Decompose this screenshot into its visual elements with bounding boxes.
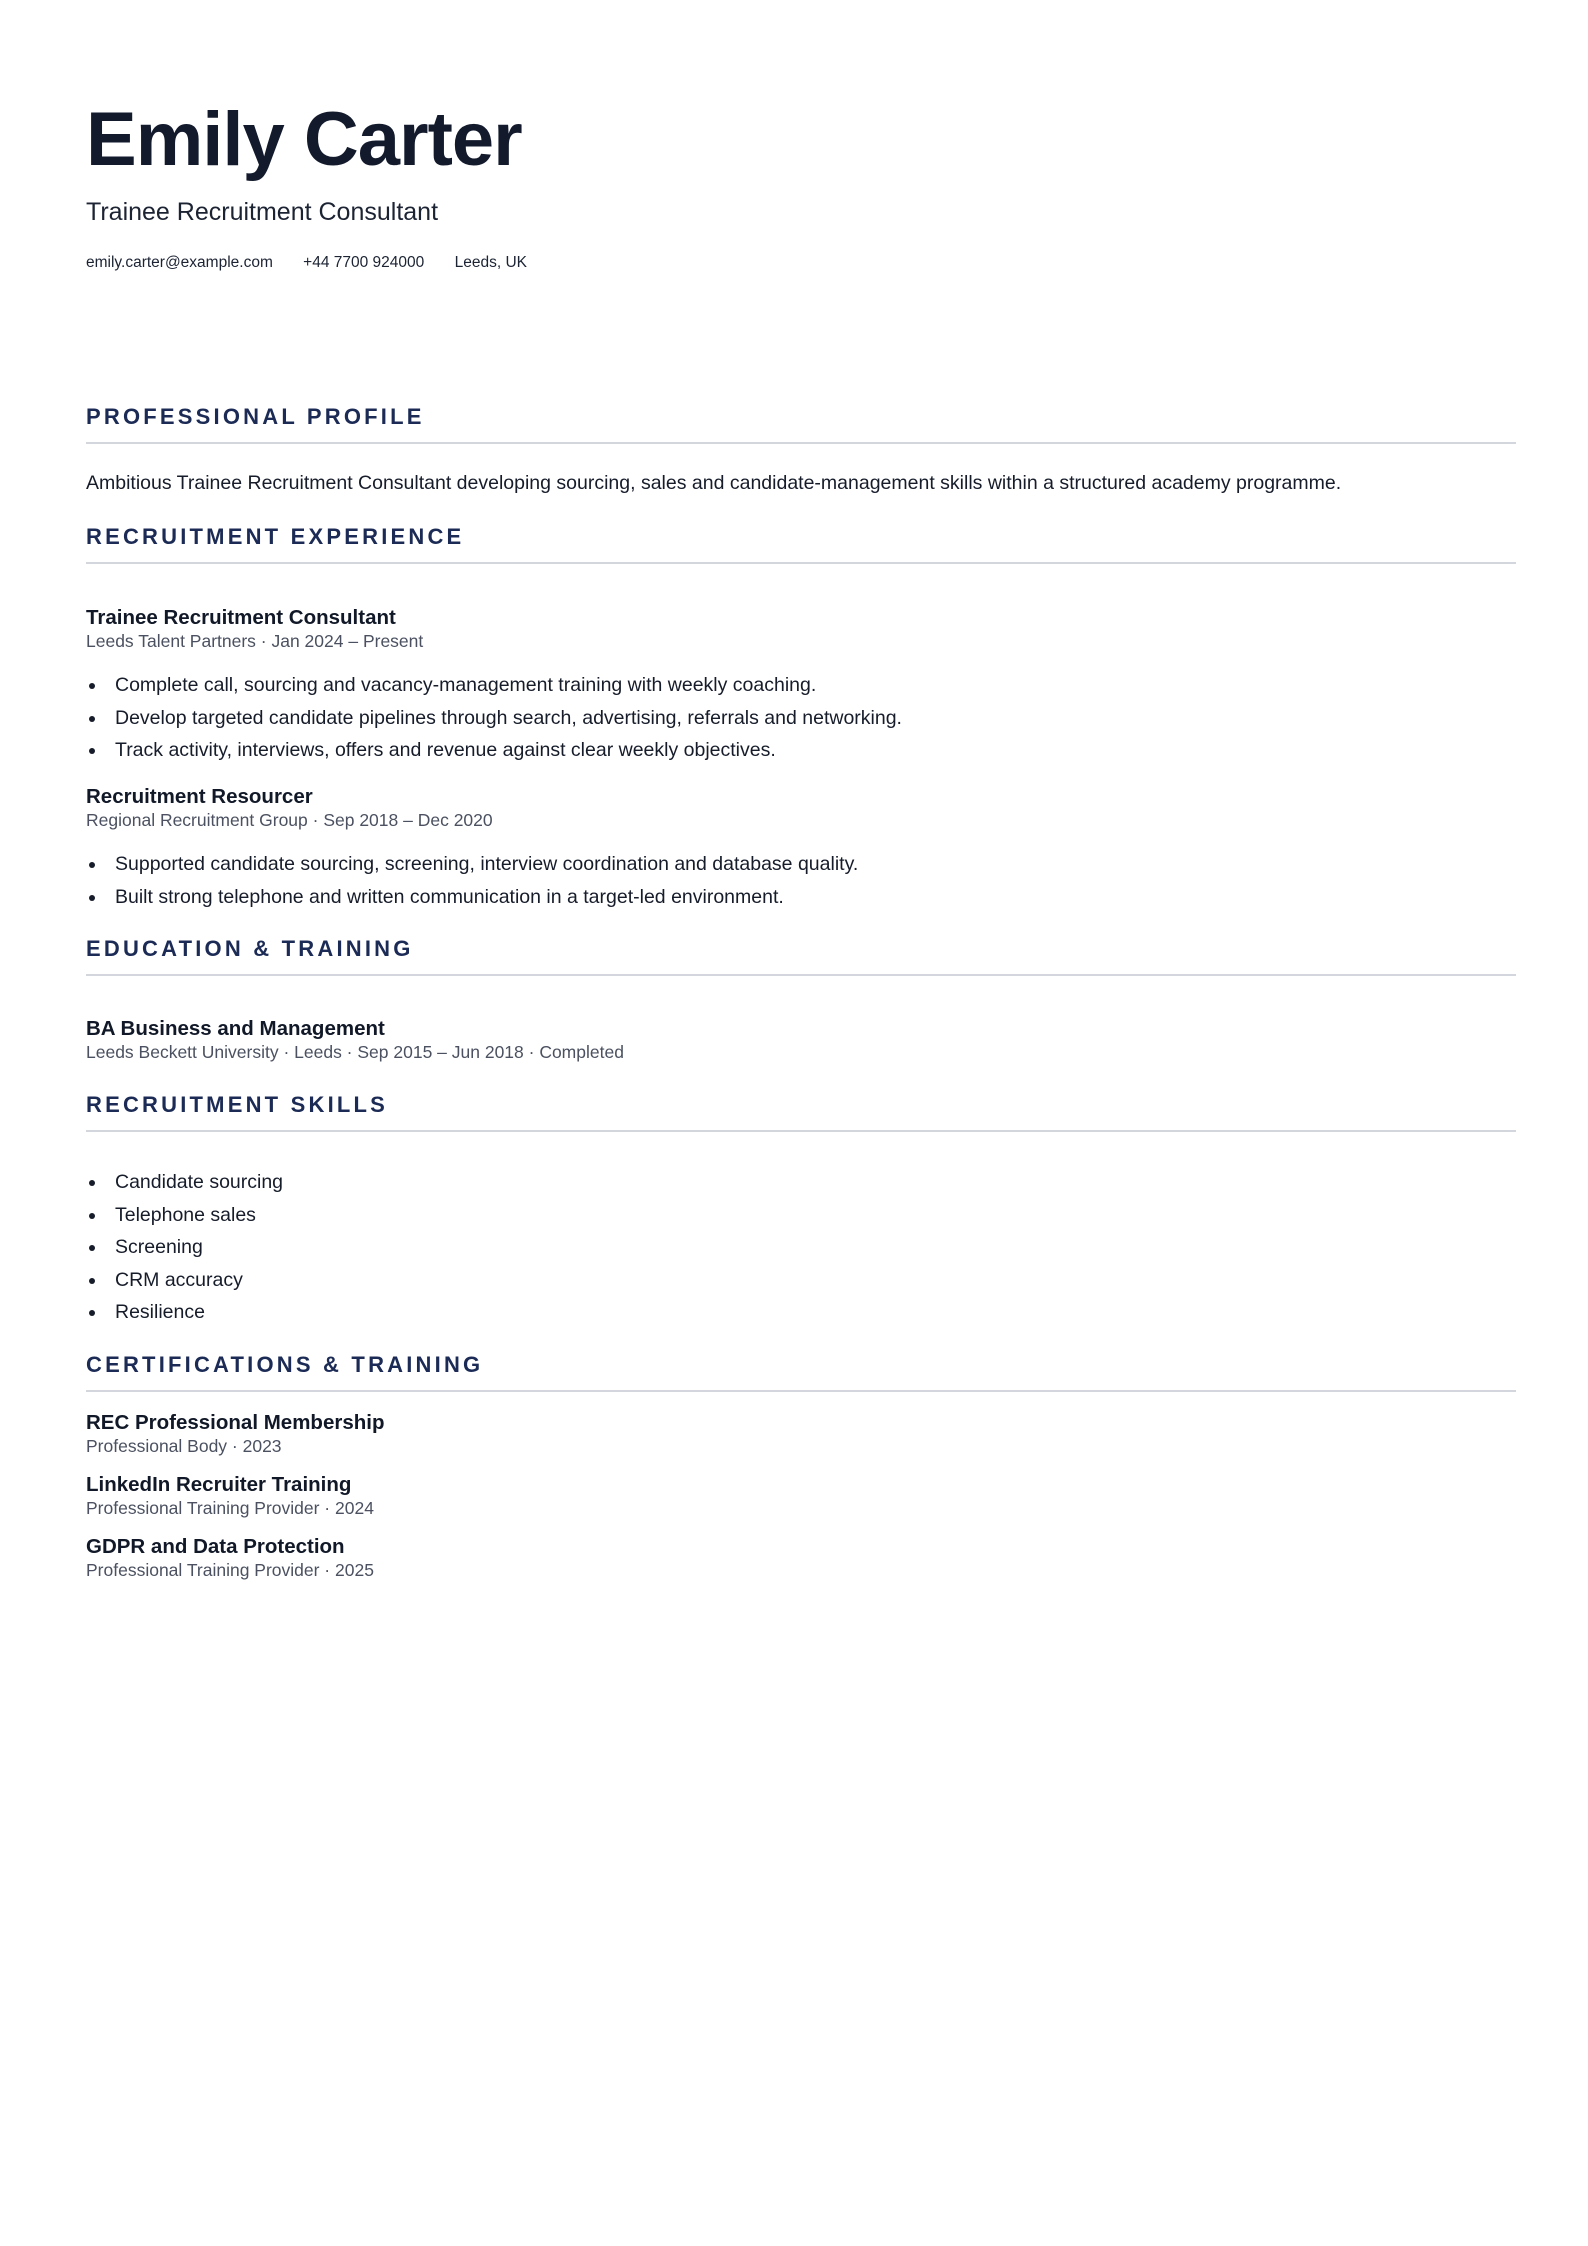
- contact-line: [86, 254, 553, 272]
- skill-item: Resilience: [115, 1296, 283, 1329]
- candidate-name: Emily Carter: [86, 97, 522, 182]
- skills-list: [86, 1166, 283, 1329]
- certification-meta: Professional Body · 2023: [86, 1436, 282, 1456]
- job-bullet: Complete call, sourcing and vacancy-management training with weekly coaching.: [115, 669, 902, 702]
- skill-item: Candidate sourcing: [115, 1166, 283, 1199]
- job-role: Recruitment Resourcer: [86, 785, 313, 808]
- skill-item: Screening: [115, 1231, 283, 1264]
- profile-text: Ambitious Trainee Recruitment Consultant developing sourcing, sales and candidate-management skills within a structured academy programme.: [86, 472, 1342, 494]
- education-meta: Leeds Beckett University · Leeds · Sep 2015 – Jun 2018 · Completed: [86, 1042, 624, 1062]
- job-bullets: [86, 669, 902, 767]
- job-meta: Leeds Talent Partners · Jan 2024 – Present: [86, 631, 424, 651]
- job-meta: Regional Recruitment Group · Sep 2018 – Dec 2020: [86, 810, 493, 830]
- contact-location: Leeds, UK: [454, 254, 527, 271]
- certification-meta: Professional Training Provider · 2025: [86, 1560, 374, 1580]
- contact-email: emily.carter@example.com: [86, 254, 273, 271]
- certification-name: LinkedIn Recruiter Training: [86, 1473, 352, 1496]
- skills-heading: RECRUITMENT SKILLS: [86, 1092, 1516, 1132]
- profile-heading: PROFESSIONAL PROFILE: [86, 404, 1516, 444]
- job-bullet: Built strong telephone and written communication in a target-led environment.: [115, 881, 858, 914]
- contact-phone: +44 7700 924000: [303, 254, 425, 271]
- job-role: Trainee Recruitment Consultant: [86, 606, 396, 629]
- job-bullet: Develop targeted candidate pipelines through search, advertising, referrals and networking.: [115, 702, 902, 735]
- job-bullet: Track activity, interviews, offers and revenue against clear weekly objectives.: [115, 734, 902, 767]
- candidate-title: Trainee Recruitment Consultant: [86, 198, 439, 226]
- certifications-heading: CERTIFICATIONS & TRAINING: [86, 1352, 1516, 1392]
- skill-item: Telephone sales: [115, 1199, 283, 1232]
- job-bullets: [86, 848, 858, 913]
- certification-meta: Professional Training Provider · 2024: [86, 1498, 374, 1518]
- certification-name: REC Professional Membership: [86, 1411, 385, 1434]
- education-degree: BA Business and Management: [86, 1017, 385, 1040]
- certification-name: GDPR and Data Protection: [86, 1535, 345, 1558]
- job-bullet: Supported candidate sourcing, screening, interview coordination and database quality.: [115, 848, 858, 881]
- education-heading: EDUCATION & TRAINING: [86, 936, 1516, 976]
- experience-heading: RECRUITMENT EXPERIENCE: [86, 524, 1516, 564]
- skill-item: CRM accuracy: [115, 1264, 283, 1297]
